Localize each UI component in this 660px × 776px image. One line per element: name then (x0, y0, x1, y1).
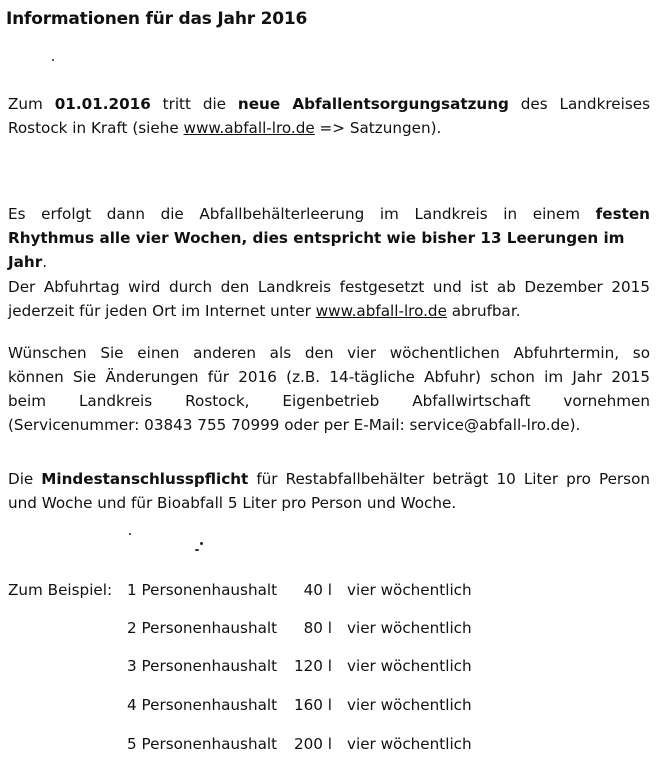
paragraph-minimum-volume: Die Mindestanschlusspflicht für Restabfallbehälter beträgt 10 Liter pro Person und Woche und für Bioabfall 5 Liter pro Person und Woche. (8, 467, 650, 515)
bin-volume: 80 l (303, 619, 332, 637)
bin-volume: 40 l (303, 581, 332, 599)
household-size: 1 Personenhaushalt (127, 581, 278, 599)
pickup-rhythm: vier wöchentlich (347, 696, 472, 714)
statute-name: neue Abfallentsorgungsatzung (237, 95, 509, 113)
paragraph-statute-line-2: Rostock in Kraft (siehe www.abfall-lro.de => Satzungen). (8, 119, 442, 137)
bin-volume: 160 l (293, 696, 332, 714)
paragraph-rhythm-line-1: Es erfolgt dann die Abfallbehälterleerung im Landkreis in einem festen (8, 205, 650, 223)
rhythm-emphasis: Rhythmus alle vier Wochen, dies entspricht wie bisher 13 Leerungen im Jahr (8, 229, 625, 271)
pickup-rhythm: vier wöchentlich (347, 735, 472, 753)
paragraph-statute (8, 92, 650, 140)
household-size: 4 Personenhaushalt (127, 696, 278, 714)
pickup-rhythm: vier wöchentlich (347, 581, 472, 599)
paragraph-change-request: Wünschen Sie einen anderen als den vier wöchentlichen Abfuhrtermin, so können Sie Änderungen für 2016 (z.B. 14-tägliche Abfuhr) schon im Jahr 2015 beim Landkreis Rostock, Eigenbetrieb Abfallwirtschaft vornehmen (Servicenummer: 03843 755 70999 oder per E-Mail: service@abfall-lro.de). (8, 341, 650, 437)
household-size: 2 Personenhaushalt (127, 619, 278, 637)
minimum-obligation-term: Mindestanschlusspflicht (41, 470, 249, 488)
scan-speck (195, 549, 199, 551)
scan-speck (200, 542, 203, 545)
household-size: 3 Personenhaushalt (127, 657, 278, 675)
website-link[interactable]: www.abfall-lro.de (315, 302, 447, 320)
pickup-rhythm: vier wöchentlich (347, 657, 472, 675)
effective-date: 01.01.2016 (54, 95, 151, 113)
example-label: Zum Beispiel: (8, 581, 113, 599)
paragraph-statute-line-1: Zum 01.01.2016 tritt die neue Abfallentsorgungsatzung des Landkreises (8, 95, 651, 113)
page-title: Informationen für das Jahr 2016 (6, 9, 308, 29)
service-contact: (Servicenummer: 03843 755 70999 oder per E-Mail: service@abfall-lro.de). (8, 416, 581, 434)
pickup-rhythm: vier wöchentlich (347, 619, 472, 637)
paragraph-pickup-day: Der Abfuhrtag wird durch den Landkreis festgesetzt und ist ab Dezember 2015 jederzeit für jeden Ort im Internet unter www.abfall-lro.de abrufbar. (8, 275, 650, 323)
paragraph-minimum-volume-line-1: Die Mindestanschlusspflicht für Restabfallbehälter beträgt 10 Liter pro Person (8, 470, 650, 488)
paragraph-rhythm (8, 202, 650, 274)
paragraph-rhythm-line-2: Rhythmus alle vier Wochen, dies entspricht wie bisher 13 Leerungen im Jahr. (8, 229, 625, 271)
scan-speck (52, 59, 54, 61)
website-link[interactable]: www.abfall-lro.de (183, 119, 315, 137)
household-size: 5 Personenhaushalt (127, 735, 278, 753)
bin-volume: 200 l (293, 735, 332, 753)
paragraph-pickup-day-line-2: jederzeit für jeden Ort im Internet unter www.abfall-lro.de abrufbar. (8, 302, 521, 320)
scan-speck (129, 533, 131, 535)
bin-volume: 120 l (293, 657, 332, 675)
